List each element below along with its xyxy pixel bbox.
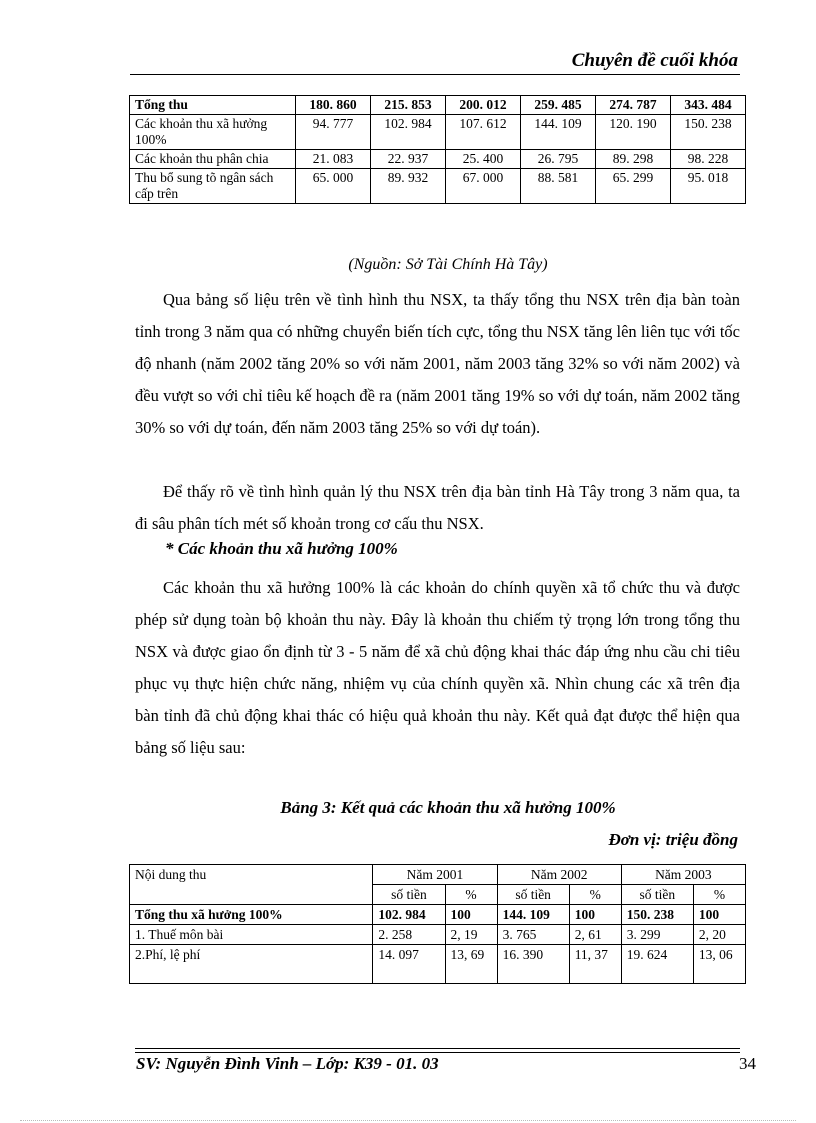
table-cell: 100	[445, 905, 497, 925]
table-cell: 65. 299	[596, 169, 671, 204]
table-cell: 89. 932	[371, 169, 446, 204]
table-header-cell: số tiền	[621, 885, 693, 905]
table-cell: 100	[693, 905, 745, 925]
table-cell: 95. 018	[671, 169, 746, 204]
table-header-row	[130, 865, 746, 885]
section-subheading: * Các khoản thu xã hưởng 100%	[165, 539, 398, 558]
table-cell-label: Các khoản thu xã hưởng 100%	[130, 115, 296, 150]
paragraph: Các khoản thu xã hưởng 100% là các khoản do chính quyền xã tổ chức thu và được phép sử dụng toàn bộ khoản thu này. Đây là khoản thu chiếm tỷ trọng lớn trong tổng thu NSX và được giao ổn định từ 3 - 5 năm để xã chủ động khai thác đáp ứng nhu cầu chi tiêu phục vụ thực hiện chức năng, nhiệm vụ của chính quyền xã. Nhìn chung các xã trên địa bàn tỉnh đã chủ động khai thác có hiệu quả khoản thu này. Kết quả đạt được thể hiện qua bảng số liệu sau:	[135, 578, 740, 757]
table-cell: 180. 860	[296, 96, 371, 115]
table-cell: 144. 109	[497, 905, 569, 925]
table-cell-label: Tổng thu	[130, 96, 296, 115]
table-cell: 19. 624	[621, 945, 693, 984]
table-row	[130, 150, 746, 169]
paragraph: Để thấy rõ về tình hình quản lý thu NSX trên địa bàn tỉnh Hà Tây trong 3 năm qua, ta đi sâu phân tích mét số khoản trong cơ cấu thu NSX.	[135, 482, 740, 533]
paragraph: Qua bảng số liệu trên về tình hình thu NSX, ta thấy tổng thu NSX trên địa bàn toàn tỉnh trong 3 năm qua có những chuyển biến tích cực, tổng thu NSX tăng lên liên tục với tốc độ nhanh (năm 2002 tăng 20% so với năm 2001, năm 2003 tăng 32% so với năm 2002) và đều vượt so với chỉ tiêu kế hoạch đề ra (năm 2001 tăng 19% so với dự toán, năm 2002 tăng 30% so với dự toán, đến năm 2003 tăng 25% so với dự toán).	[135, 290, 740, 437]
page-bottom-border	[20, 1120, 796, 1121]
table-row	[130, 169, 746, 204]
table-cell: 2, 20	[693, 925, 745, 945]
table-cell-label: 1. Thuế môn bài	[130, 925, 373, 945]
table-row	[130, 925, 746, 945]
table-header-cell: số tiền	[373, 885, 445, 905]
table-cell: 89. 298	[596, 150, 671, 169]
table-cell: 200. 012	[446, 96, 521, 115]
footer-divider	[135, 1048, 740, 1049]
table-header-cell: %	[445, 885, 497, 905]
table-cell: 2, 19	[445, 925, 497, 945]
table-cell: 2. 258	[373, 925, 445, 945]
revenue-100-table	[129, 864, 746, 984]
table-cell: 11, 37	[569, 945, 621, 984]
table-cell: 14. 097	[373, 945, 445, 984]
table-cell: 98. 228	[671, 150, 746, 169]
table-cell: 102. 984	[371, 115, 446, 150]
table-cell: 100	[569, 905, 621, 925]
table-row	[130, 96, 746, 115]
table-cell: 88. 581	[521, 169, 596, 204]
table-header-cell: %	[693, 885, 745, 905]
table-cell: 3. 765	[497, 925, 569, 945]
table-row	[130, 115, 746, 150]
table-cell: 274. 787	[596, 96, 671, 115]
table-header-cell: Năm 2003	[621, 865, 745, 885]
table-cell: 259. 485	[521, 96, 596, 115]
table-header-cell: số tiền	[497, 885, 569, 905]
page-number: 34	[739, 1054, 756, 1073]
table-header-cell: Năm 2002	[497, 865, 621, 885]
source-note: (Nguồn: Sở Tài Chính Hà Tây)	[348, 256, 548, 273]
table-cell: 3. 299	[621, 925, 693, 945]
table-header-cell: %	[569, 885, 621, 905]
table-cell-label: Thu bổ sung tõ ngân sách cấp trên	[130, 169, 296, 204]
table-header-cell: Nội dung thu	[130, 865, 373, 905]
header-divider	[130, 74, 740, 75]
table-cell: 150. 238	[621, 905, 693, 925]
unit-label: Đơn vị: triệu đồng	[608, 830, 738, 849]
table-cell: 120. 190	[596, 115, 671, 150]
table-cell: 215. 853	[371, 96, 446, 115]
table-cell: 13, 69	[445, 945, 497, 984]
table-cell-label: Tổng thu xã hưởng 100%	[130, 905, 373, 925]
table-cell: 107. 612	[446, 115, 521, 150]
footer-author: SV: Nguyễn Đình Vinh – Lớp: K39 - 01. 03	[136, 1054, 439, 1073]
table-cell-label: 2.Phí, lệ phí	[130, 945, 373, 984]
table-cell: 26. 795	[521, 150, 596, 169]
table-cell: 21. 083	[296, 150, 371, 169]
table-cell: 144. 109	[521, 115, 596, 150]
header-title: Chuyên đề cuối khóa	[571, 50, 738, 71]
table-row	[130, 945, 746, 984]
table-cell: 13, 06	[693, 945, 745, 984]
table-caption: Bảng 3: Kết quả các khoản thu xã hưởng 100%	[280, 798, 616, 817]
table-cell: 16. 390	[497, 945, 569, 984]
table-cell: 2, 61	[569, 925, 621, 945]
table-header-cell: Năm 2001	[373, 865, 497, 885]
table-cell-label: Các khoản thu phân chia	[130, 150, 296, 169]
table-cell: 25. 400	[446, 150, 521, 169]
table-cell: 67. 000	[446, 169, 521, 204]
footer-divider	[135, 1052, 740, 1053]
table-cell: 22. 937	[371, 150, 446, 169]
table-cell: 65. 000	[296, 169, 371, 204]
table-cell: 343. 484	[671, 96, 746, 115]
table-row	[130, 905, 746, 925]
table-cell: 102. 984	[373, 905, 445, 925]
table-cell: 150. 238	[671, 115, 746, 150]
revenue-table	[129, 95, 746, 204]
table-cell: 94. 777	[296, 115, 371, 150]
